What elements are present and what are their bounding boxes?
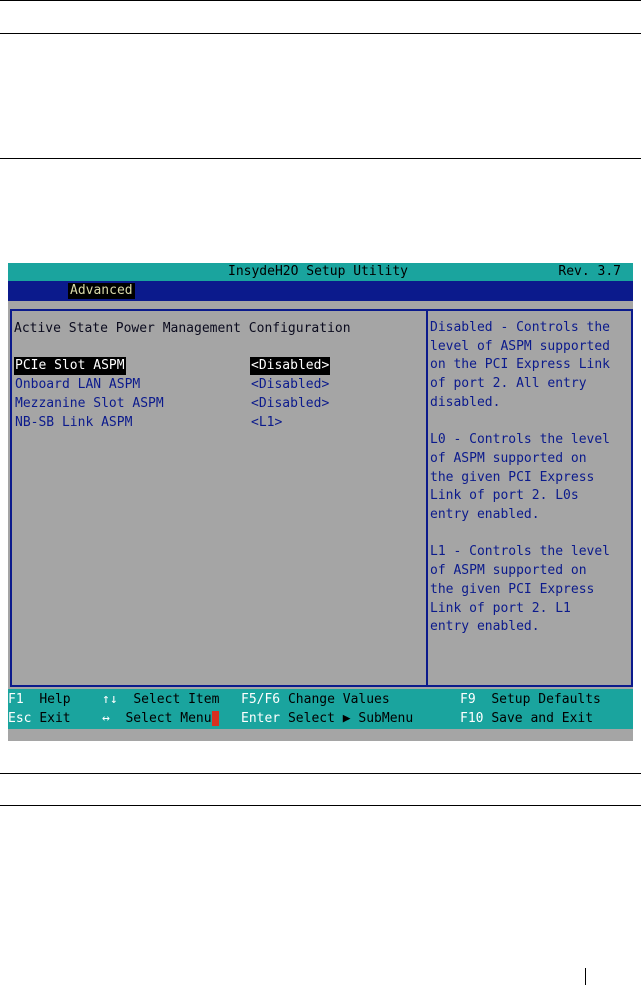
setting-row-onboard-lan-aspm[interactable] — [14, 376, 424, 394]
key-help — [8, 690, 71, 709]
settings-panel — [10, 309, 429, 687]
setting-label: NB-SB Link ASPM — [15, 415, 133, 430]
key-label: F5/F6 — [241, 692, 281, 707]
menu-bar — [8, 281, 633, 301]
setting-row-nb-sb-link-aspm[interactable] — [14, 414, 424, 432]
key-select-item — [102, 690, 219, 709]
key-desc: Setup Defaults — [491, 692, 601, 707]
key-select-submenu — [241, 709, 413, 728]
key-desc: Exit — [39, 711, 71, 726]
setting-value[interactable]: <Disabled> — [251, 396, 330, 411]
key-exit — [8, 709, 71, 728]
leftright-arrows-icon: ↔ — [102, 711, 110, 726]
help-text: Disabled - Controls the level of ASPM supported on the PCI Express Link of port 2. All entry disabled. L0 - Controls the level of ASPM supported on the given PCI Express Link of port 2. L0s entry enabled. L1 - Controls the level of ASPM supported on the given PCI Express Link of port 2. L1 entry enabled. — [430, 320, 611, 635]
key-label: Enter — [241, 711, 281, 726]
bottom-rule-2 — [0, 805, 641, 806]
key-desc: Select Menu — [125, 711, 212, 726]
setting-row-pcie-slot-aspm[interactable] — [14, 357, 424, 375]
key-label: F9 — [460, 692, 476, 707]
page-margin-mark — [585, 968, 586, 985]
help-panel — [426, 309, 633, 687]
revision-label: Rev. 3.7 — [558, 264, 621, 279]
top-rule-3 — [0, 158, 641, 159]
key-desc: Help — [39, 692, 71, 707]
bios-setup-screen — [8, 263, 633, 741]
setting-value[interactable]: <Disabled> — [251, 358, 330, 373]
key-desc: Save and Exit — [491, 711, 594, 726]
top-rule-1 — [0, 0, 641, 1]
key-save-exit — [460, 709, 593, 728]
setting-value[interactable]: <Disabled> — [251, 377, 330, 392]
key-change-values — [241, 690, 390, 709]
setting-label: Onboard LAN ASPM — [15, 377, 141, 392]
utility-title: InsydeH2O Setup Utility — [228, 264, 409, 279]
key-desc: Select ▶ SubMenu — [287, 711, 414, 726]
top-rule-2 — [0, 33, 641, 34]
key-label: F1 — [8, 692, 24, 707]
key-label: F10 — [460, 711, 484, 726]
section-title: Active State Power Management Configuration — [14, 321, 351, 336]
title-bar — [8, 263, 633, 281]
bottom-rule-1 — [0, 773, 641, 774]
setting-label: Mezzanine Slot ASPM — [15, 396, 164, 411]
key-select-menu — [102, 709, 219, 728]
setting-value[interactable]: <L1> — [251, 415, 283, 430]
setting-row-mezzanine-slot-aspm[interactable] — [14, 395, 424, 413]
key-setup-defaults — [460, 690, 601, 709]
key-label: Esc — [8, 711, 32, 726]
tab-advanced[interactable]: Advanced — [70, 283, 133, 298]
text-cursor — [212, 711, 220, 726]
updown-arrows-icon: ↑↓ — [102, 692, 118, 707]
key-desc: Select Item — [133, 692, 220, 707]
key-legend-bar — [8, 689, 633, 729]
key-desc: Change Values — [287, 692, 390, 707]
setting-label: PCIe Slot ASPM — [15, 358, 125, 373]
